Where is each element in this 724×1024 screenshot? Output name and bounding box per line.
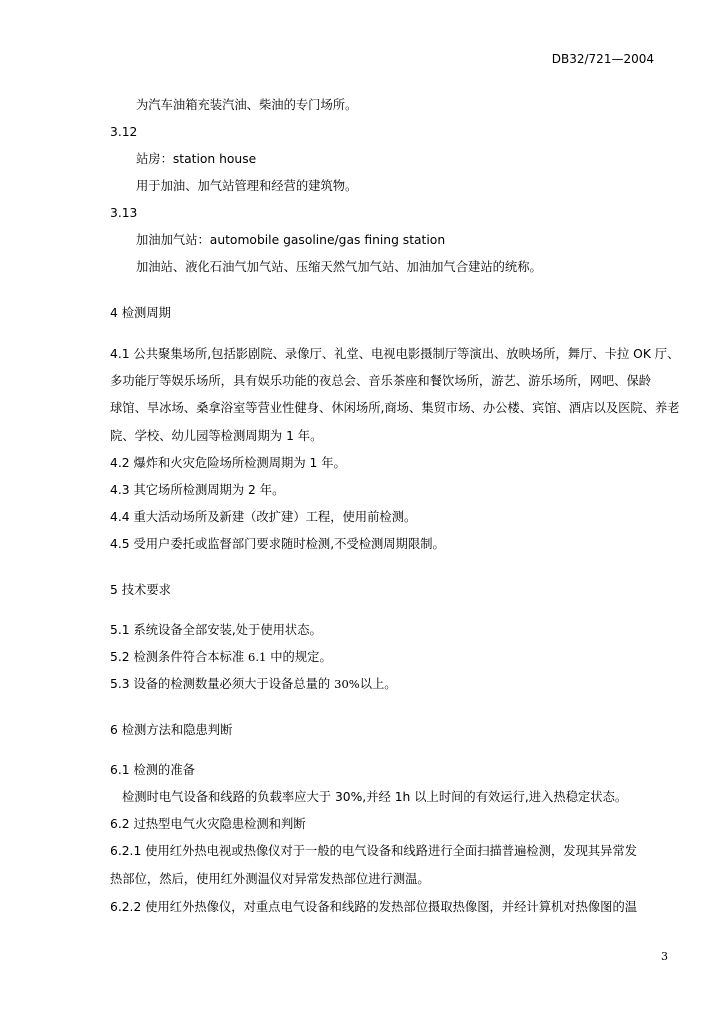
clause-6-2-2-line: 6.2.2 使用红外热像仪，对重点电气设备和线路的发热部位摄取热像图，并经计算机对热像图的温 (110, 900, 638, 914)
clause-5-2-text-end: 中的规定。 (266, 650, 332, 664)
clause-4-1-line: 球馆、旱冰场、桑拿浴室等营业性健身、休闲场所,商场、集贸市场、办公楼、宾馆、酒店以及医院、养老 (110, 401, 680, 415)
percentage-value: 30% (334, 677, 360, 691)
subsection-6-1-heading: 6.1 检测的准备 (110, 763, 195, 777)
term-number-3-13: 3.13 (110, 206, 138, 220)
document-code: DB32/721—2004 (551, 52, 654, 66)
clause-6-2-1-line: 6.2.1 使用红外热电视或热像仪对于一般的电气设备和线路进行全面扫描普遍检测，发现其异常发 (110, 844, 638, 858)
page-number: 3 (661, 950, 668, 963)
term-number-3-12: 3.12 (110, 125, 138, 139)
clause-4-1-line: 4.1 公共聚集场所,包括影剧院、录像厅、礼堂、电视电影摄制厅等演出、放映场所，舞厅、卡拉 OK 厅、 (110, 347, 680, 361)
section-5-heading: 5 技术要求 (110, 583, 171, 597)
term-3-13: 加油加气站：automobile gasoline/gas fining station (136, 233, 446, 247)
clause-4-4: 4.4 重大活动场所及新建（改扩建）工程，使用前检测。 (110, 510, 417, 524)
clause-4-3: 4.3 其它场所检测周期为 2 年。 (110, 483, 285, 497)
clause-6-2-1-line: 热部位，然后，使用红外测温仪对异常发热部位进行测温。 (110, 872, 430, 886)
clause-5-3-text-end: 以上。 (359, 677, 397, 691)
term-3-12: 站房：station house (136, 152, 257, 166)
clause-5-2 (110, 649, 332, 665)
clause-5-3 (110, 676, 397, 692)
clause-reference: 6.1 (248, 650, 267, 664)
section-4-heading: 4 检测周期 (110, 306, 171, 320)
clause-4-2: 4.2 爆炸和火灾危险场所检测周期为 1 年。 (110, 456, 346, 470)
clause-5-2-text: 5.2 检测条件符合本标准 (110, 650, 249, 664)
clause-5-3-text: 5.3 设备的检测数量必须大于设备总量的 (110, 677, 335, 691)
definition-line-continued: 为汽车油箱充装汽油、柴油的专门场所。 (136, 98, 358, 112)
subsection-6-2-heading: 6.2 过热型电气火灾隐患检测和判断 (110, 817, 306, 831)
clause-4-1-line: 院、学校、幼儿园等检测周期为 1 年。 (110, 429, 323, 443)
clause-6-1-text: 检测时电气设备和线路的负载率应大于 30%,并经 1h 以上时间的有效运行,进入热稳定状态。 (122, 790, 628, 804)
definition-3-13: 加油站、液化石油气加气站、压缩天然气加气站、加油加气合建站的统称。 (136, 260, 542, 274)
clause-4-5: 4.5 受用户委托或监督部门要求随时检测,不受检测周期限制。 (110, 537, 445, 551)
section-6-heading: 6 检测方法和隐患判断 (110, 723, 233, 737)
definition-3-12: 用于加油、加气站管理和经营的建筑物。 (136, 179, 358, 193)
clause-5-1: 5.1 系统设备全部安装,处于使用状态。 (110, 623, 322, 637)
clause-4-1-line: 多功能厅等娱乐场所，具有娱乐功能的夜总会、音乐茶座和餐饮场所，游艺、游乐场所，网吧、保龄 (110, 374, 652, 388)
